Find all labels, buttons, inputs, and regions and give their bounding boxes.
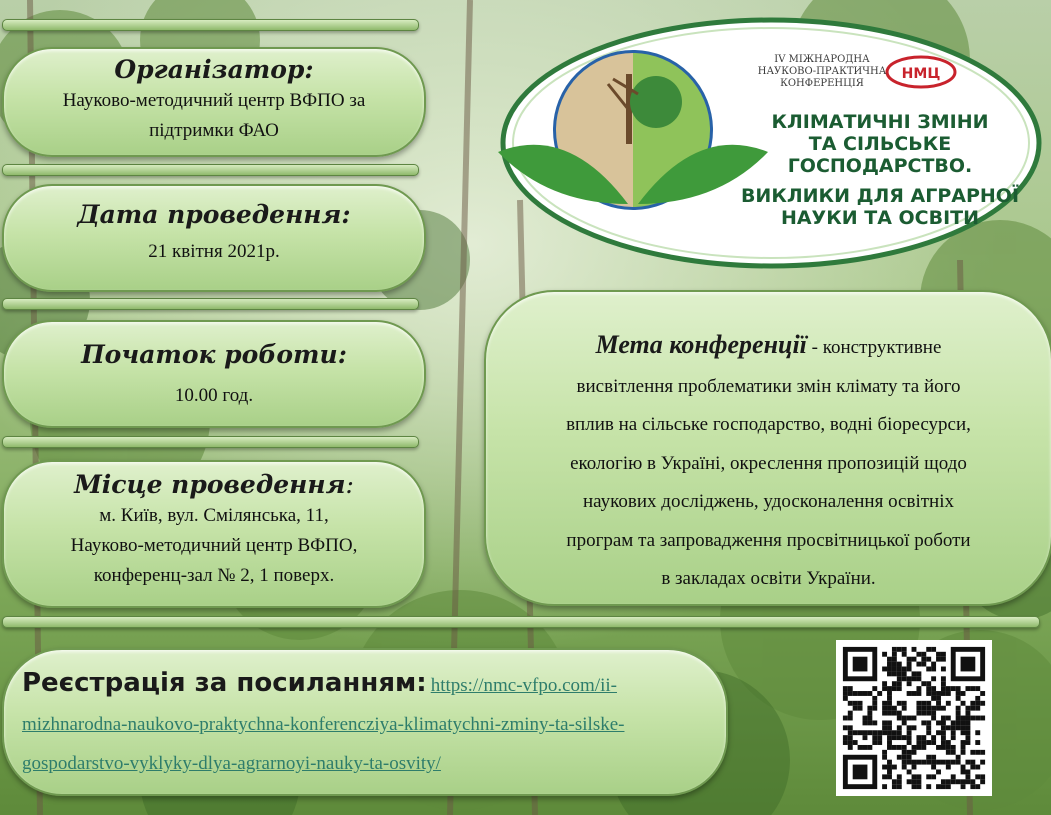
organizer-heading: Організатор: — [114, 55, 314, 84]
start-value: 10.00 год. — [174, 385, 254, 406]
registration-first-line — [22, 664, 726, 706]
goal-line-6: в закладах освіти України. — [661, 568, 876, 589]
logo-badge: НМЦ — [901, 66, 941, 82]
venue-line3: конференц-зал № 2, 1 поверх. — [93, 565, 335, 586]
logo-conf-line2: НАУКОВО-ПРАКТИЧНА — [757, 66, 887, 77]
logo-title-line1: КЛІМАТИЧНІ ЗМІНИ — [771, 111, 989, 133]
logo-conf-line1: IV МІЖНАРОДНА — [774, 54, 870, 65]
conference-logo — [488, 14, 1044, 272]
goal-line-0: - конструктивне — [806, 337, 942, 358]
registration-link-part2[interactable]: mizhnarodna-naukovo-praktychna-konferencziya-klimatychni-zminy-ta-silske- — [22, 714, 625, 735]
registration-second-line — [22, 706, 726, 745]
organizer-line2: підтримки ФАО — [149, 120, 279, 141]
venue-line1: м. Київ, вул. Смілянська, 11, — [99, 505, 329, 526]
start-heading: Початок роботи: — [81, 340, 347, 369]
divider-bar — [2, 164, 419, 176]
venue-panel — [2, 460, 426, 608]
venue-heading — [4, 470, 424, 499]
divider-bar — [2, 298, 419, 310]
organizer-panel — [2, 47, 426, 157]
qr-code-icon[interactable] — [836, 640, 992, 796]
venue-line2: Науково-методичний центр ВФПО, — [70, 535, 358, 556]
divider-bar — [2, 616, 1040, 628]
goal-line-4: наукових досліджень, удосконалення освітніх — [583, 491, 954, 512]
goal-line-5: програм та запровадження просвітницької роботи — [566, 529, 971, 551]
goal-line-1: висвітлення проблематики змін клімату та його — [576, 375, 961, 397]
venue-heading-colon: : — [345, 470, 354, 499]
logo-title-line2: ТА СІЛЬСЬКЕ — [808, 133, 952, 155]
logo-title-line3: ГОСПОДАРСТВО. — [787, 155, 973, 177]
divider-bar — [2, 436, 419, 448]
logo-subtitle-line2: НАУКИ ТА ОСВІТИ — [780, 207, 980, 229]
date-heading: Дата проведення: — [77, 200, 351, 229]
registration-label: Реєстрація за посиланням: — [22, 668, 427, 698]
goal-lead: Мета конференції — [595, 330, 807, 359]
registration-third-line — [22, 745, 726, 784]
registration-link-part1[interactable]: https://nmc-vfpo.com/ii- — [430, 675, 617, 696]
registration-link-part3[interactable]: gospodarstvo-vyklyky-dlya-agrarnoyi-nauky-ta-osvity/ — [22, 753, 441, 774]
venue-heading-text: Місце проведення — [74, 470, 346, 499]
registration-panel — [2, 648, 728, 796]
divider-bar — [2, 19, 419, 31]
goal-line-2: вплив на сільське господарство, водні біоресурси, — [566, 414, 971, 435]
organizer-line1: Науково-методичний центр ВФПО за — [62, 90, 366, 111]
date-value: 21 квітня 2021р. — [148, 241, 280, 262]
logo-subtitle-line1: ВИКЛИКИ ДЛЯ АГРАРНОЇ — [740, 185, 1020, 207]
date-panel — [2, 184, 426, 292]
logo-conf-line3: КОНФЕРЕНЦІЯ — [780, 78, 864, 89]
goal-line-3: екологію в Україні, окреслення пропозицій щодо — [570, 452, 967, 474]
goal-panel — [484, 290, 1051, 606]
start-time-panel — [2, 320, 426, 428]
